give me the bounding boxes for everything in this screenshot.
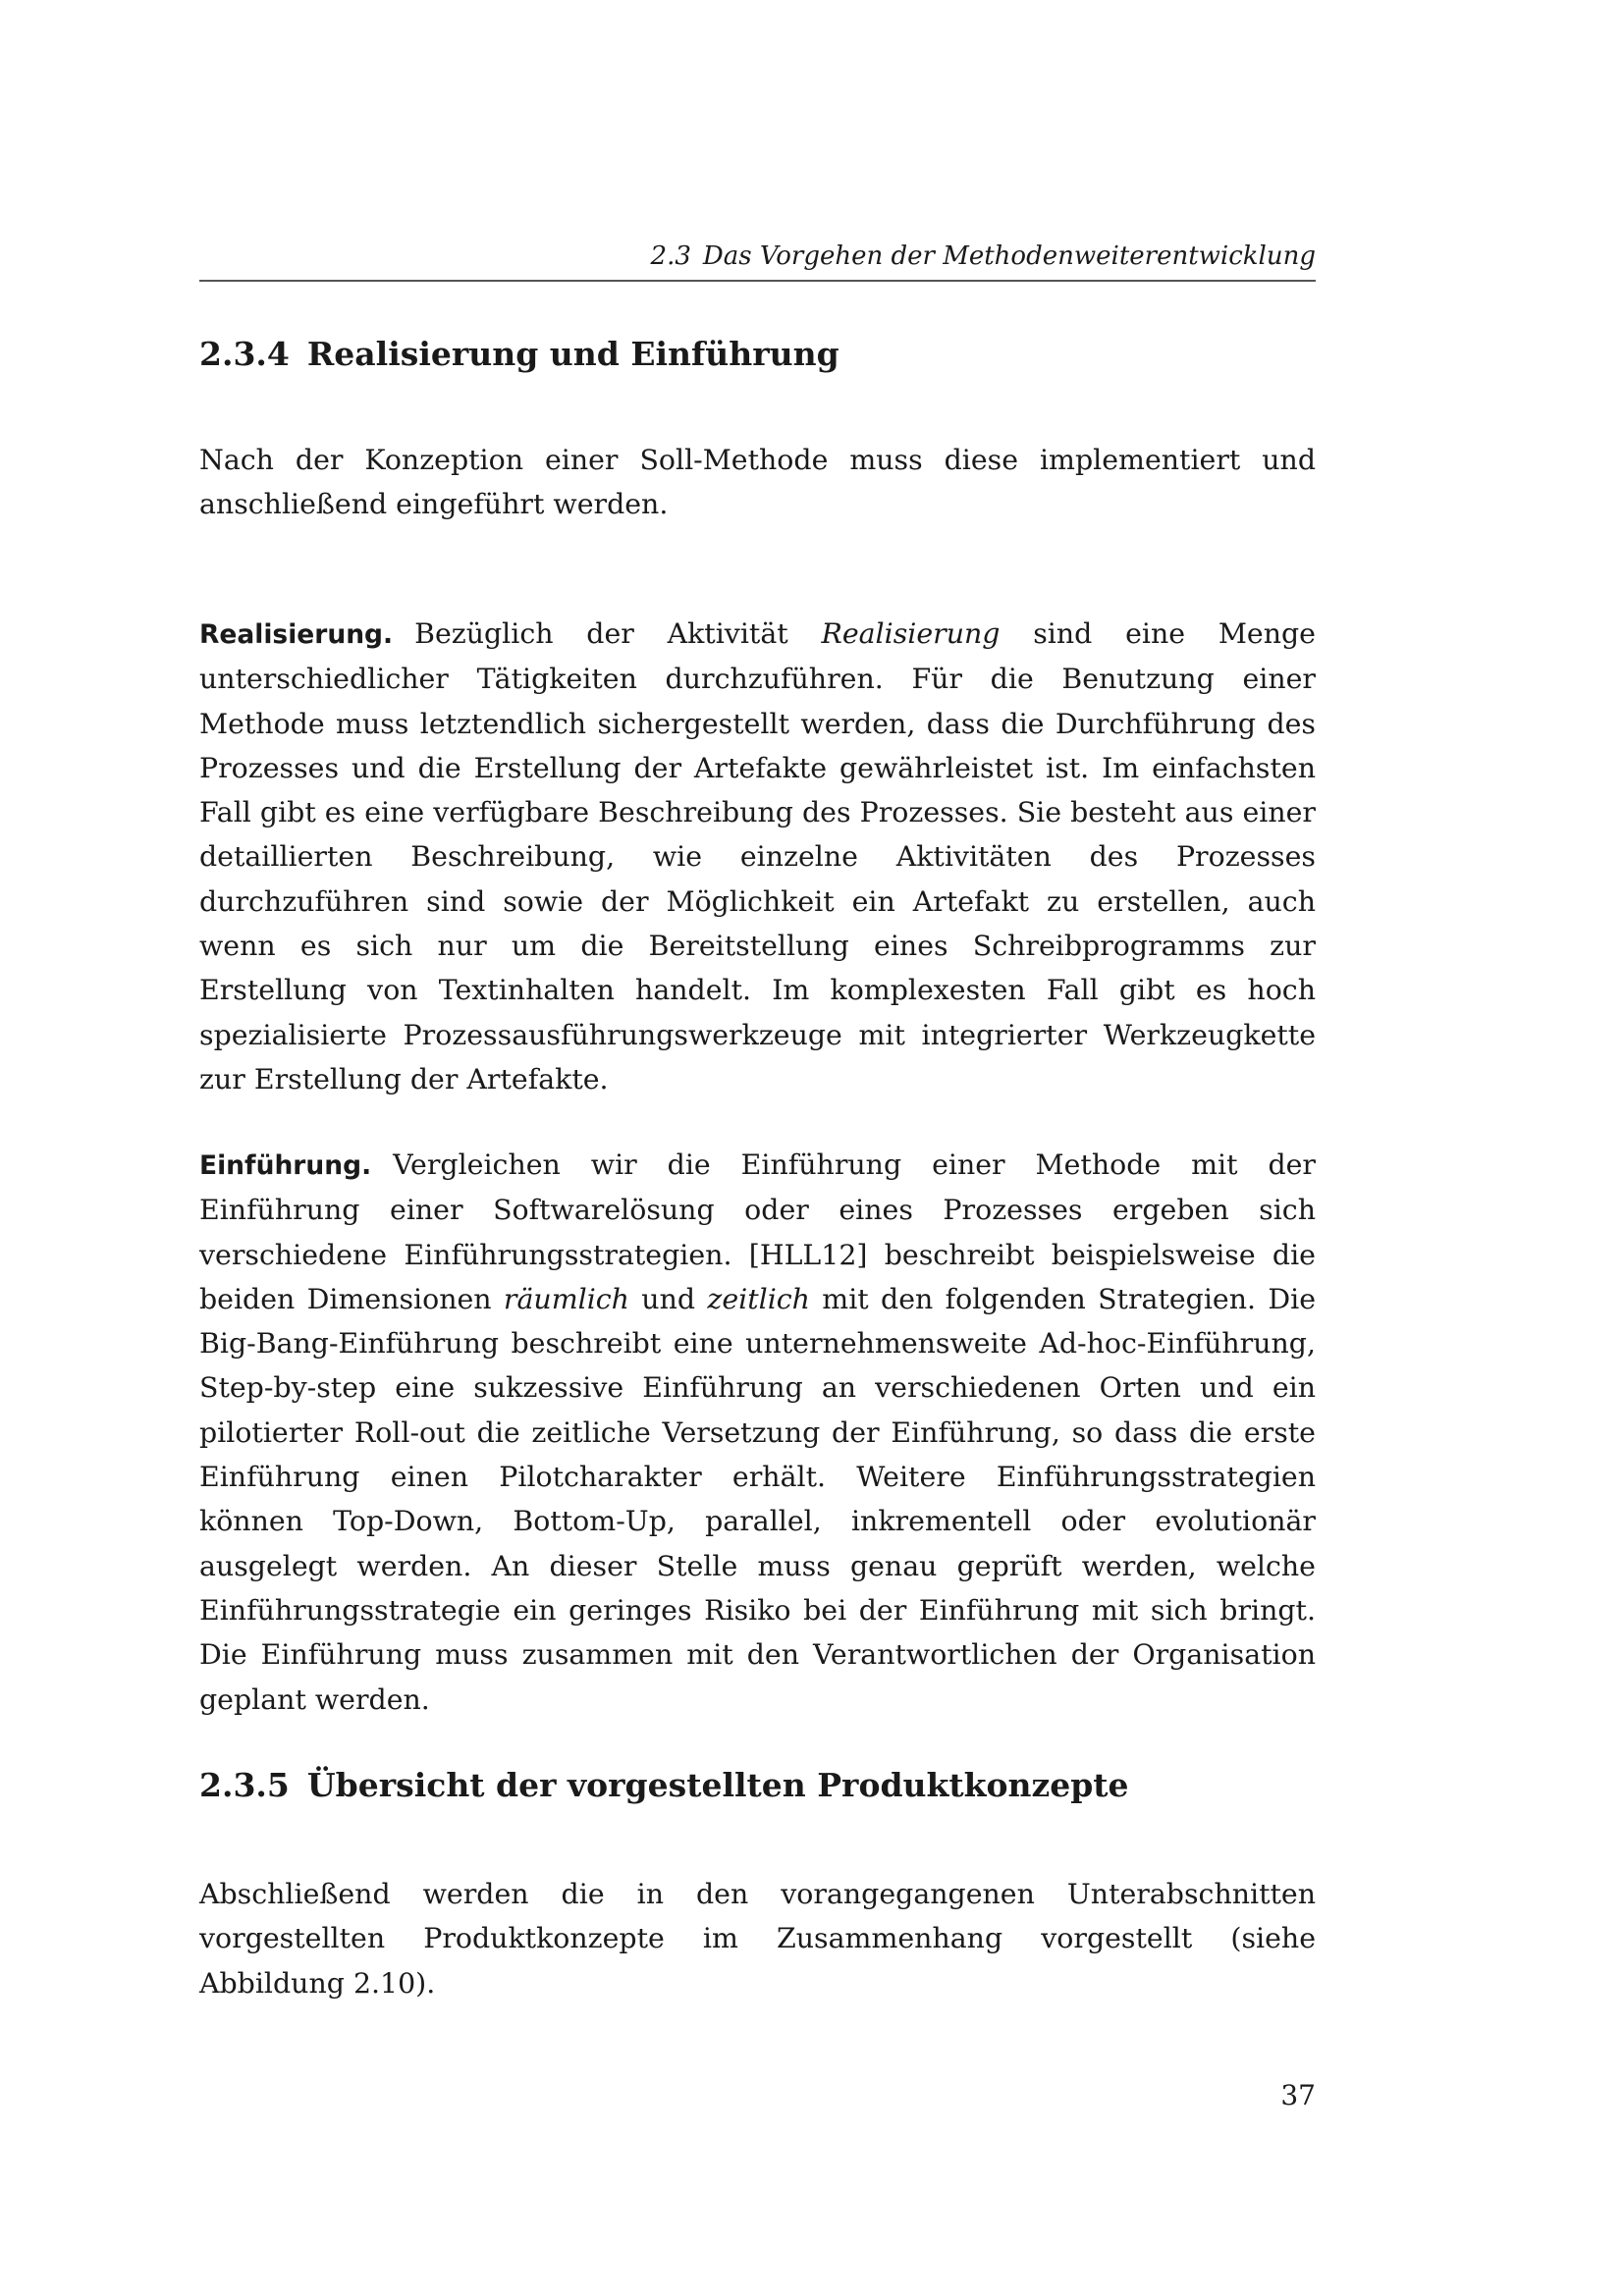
page-number: 37 [1280,2079,1316,2111]
paragraph-text: sind eine Menge unterschiedlicher Tätigkeiten durchzuführen. Für die Benutzung einer Methode muss letztendlich sichergestellt werden, dass die Durchführung des Prozesses und die Erstellung der Artefakte gewährleistet ist. Im einfachsten Fall gibt es eine verfügbare Beschreibung des Prozesses. Sie besteht aus einer detaillierten Beschreibung, wie einzelne Aktivitäten des Prozesses durchzuführen sind sowie der Möglichkeit ein Artefakt zu erstellen, auch wenn es sich nur um die Bereitstellung eines Schreibprogramms zur Erstellung von Textinhalten handelt. Im komplexesten Fall gibt es hoch spezialisierte Prozessausführungswerkzeuge mit integrierter Werkzeugkette zur Erstellung der Artefakte. [199,617,1316,1095]
realisierung-paragraph [199,612,1316,1101]
emphasis-text: Realisierung [821,617,1001,650]
running-head [199,240,1316,282]
running-head-title: Das Vorgehen der Methodenweiterentwicklung [702,241,1316,271]
paragraph-lead: Realisierung. [199,619,394,650]
paragraph-text: Vergleichen wir die Einführung einer Methode mit der Einführung einer Softwarelösung oder eines Prozesses ergeben sich verschiedene Einführungsstrategien. [HLL12] beschreibt beispielsweise die beiden Dimensionen [199,1148,1316,1315]
intro-paragraph: Nach der Konzeption einer Soll-Methode muss diese implementiert und anschließend eingeführt werden. [199,444,1316,521]
paragraph-text: mit den folgenden Strategien. Die Big-Bang-Einführung beschreibt eine unternehmensweite Ad-hoc-Einführung, Step-by-step eine sukzessive Einführung an verschiedenen Orten und ein pilotierter Roll-out die zeitliche Versetzung der Einführung, so dass die erste Einführung einen Pilotcharakter erhält. Weitere Einführungsstrategien können Top-Down, Bottom-Up, parallel, inkrementell oder evolutionär ausgelegt werden. An dieser Stelle muss genau geprüft werden, welche Einführungsstrategie ein geringes Risiko bei der Einführung mit sich bringt. Die Einführung muss zusammen mit den Verantwortlichen der Organisation geplant werden. [199,1282,1317,1716]
paragraph-text: und [628,1282,708,1315]
paragraph-lead: Einführung. [199,1150,372,1181]
section-heading-2-3-4 [199,335,839,374]
section-title: Übersicht der vorgestellten Produktkonzepte [306,1766,1129,1804]
paragraph-text: Bezüglich der Aktivität [414,617,822,650]
document-page [199,0,1316,2296]
emphasis-text: zeitlich [707,1282,810,1315]
emphasis-text: räumlich [503,1282,629,1315]
einfuehrung-paragraph [199,1143,1316,1722]
overview-paragraph: Abschließend werden die in den vorangegangenen Unterabschnitten vorgestellten Produktkonzepte im Zusammenhang vorgestellt (siehe Abbildung 2.10). [199,1878,1316,2000]
running-head-number: 2.3 [650,241,691,271]
section-heading-2-3-5 [199,1766,1129,1805]
section-number: 2.3.4 [199,335,290,373]
section-title: Realisierung und Einführung [306,335,839,373]
section-number: 2.3.5 [199,1766,290,1804]
